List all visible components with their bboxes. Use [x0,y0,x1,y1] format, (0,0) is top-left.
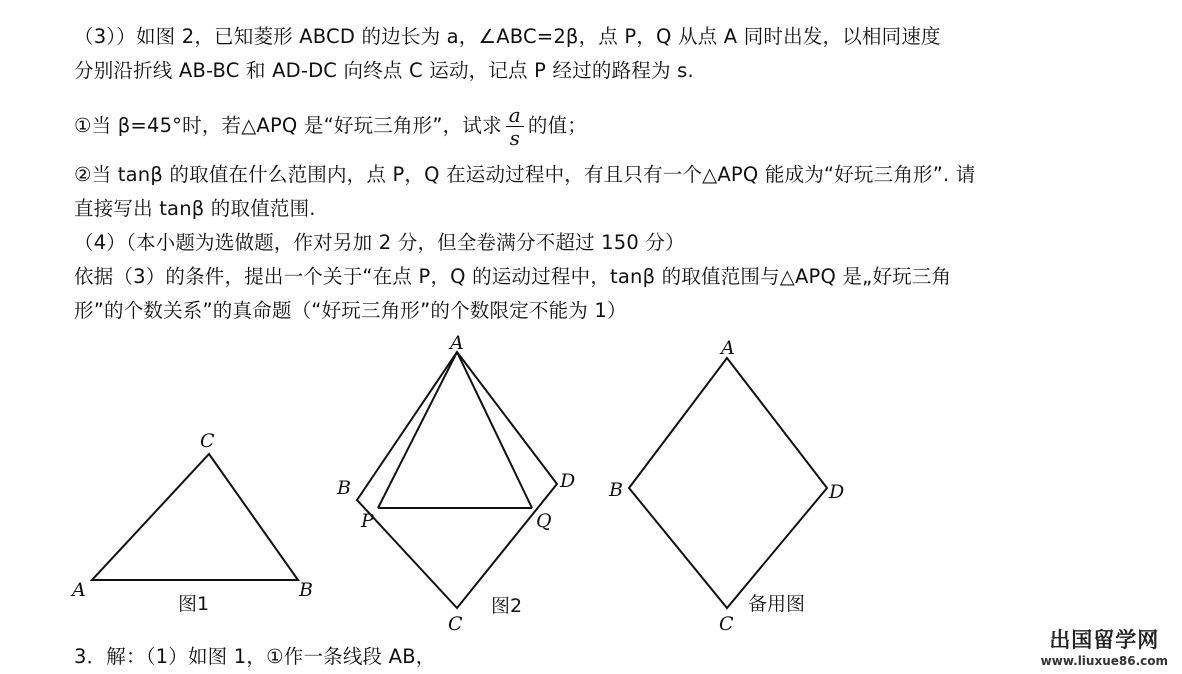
fraction-denominator: s [509,126,521,150]
figure-1-caption: 图1 [178,593,210,615]
figure-3-label-b: B [609,479,623,501]
problem-line-3-pre: ①当 β=45°时，若△APQ 是“好玩三角形”，试求 [74,114,502,137]
watermark [1041,624,1168,668]
figure-2-segment-ap [378,352,457,508]
problem-line-4: ②当 tanβ 的取值在什么范围内，点 P，Q 在运动过程中，有且只有一个△APQ 能成为“好玩三角形”. 请 [74,163,976,186]
watermark-url: www.liuxue86.com [1040,654,1168,668]
figure-2-segment-aq [457,352,532,508]
figure-1-label-c: C [200,430,215,452]
problem-line-1: （3））如图 2，已知菱形 ABCD 的边长为 a，∠ABC=2β，点 P，Q 从点 A 同时出发，以相同速度 [74,25,941,48]
figure-1-triangle [92,454,298,580]
figure-1 [92,454,298,580]
figure-2-caption: 图2 [491,595,523,617]
figure-2-rhombus [357,352,557,608]
figure-2-label-p: P [361,510,374,532]
figure-2-label-d: D [560,470,576,492]
figure-3 [629,358,827,608]
watermark-title: 出国留学网 [1049,628,1160,652]
figure-1-label-b: B [299,579,313,601]
figure-3-label-d: D [829,481,845,503]
figure-1-label-a: A [72,579,86,601]
figure-3-caption: 备用图 [748,593,806,615]
figure-3-label-a: A [721,337,735,359]
figure-2-label-q: Q [536,510,552,532]
problem-line-3-post: 的值； [527,114,588,137]
figure-3-rhombus [629,358,827,608]
figure-2-label-b: B [337,477,351,499]
figure-3-label-c: C [719,613,734,635]
problem-line-7: 依据（3）的条件，提出一个关于“在点 P，Q 的运动过程中，tanβ 的取值范围与△APQ 是„好玩三角 [74,265,952,288]
problem-line-5: 直接写出 tanβ 的取值范围. [74,197,316,220]
fraction-numerator: a [506,104,524,127]
figure-2-label-a: A [450,332,464,354]
figure-2 [357,352,557,608]
figure-2-label-c: C [448,613,463,635]
problem-line-6: （4）（本小题为选做题，作对另加 2 分，但全卷满分不超过 150 分） [74,231,685,254]
solution-line-1: 3．解：（1）如图 1，①作一条线段 AB， [74,645,436,668]
problem-line-2: 分别沿折线 AB-BC 和 AD-DC 向终点 C 运动，记点 P 经过的路程为 s. [74,59,694,82]
problem-line-8: 形”的个数关系”的真命题（“好玩三角形”的个数限定不能为 1） [74,299,627,322]
